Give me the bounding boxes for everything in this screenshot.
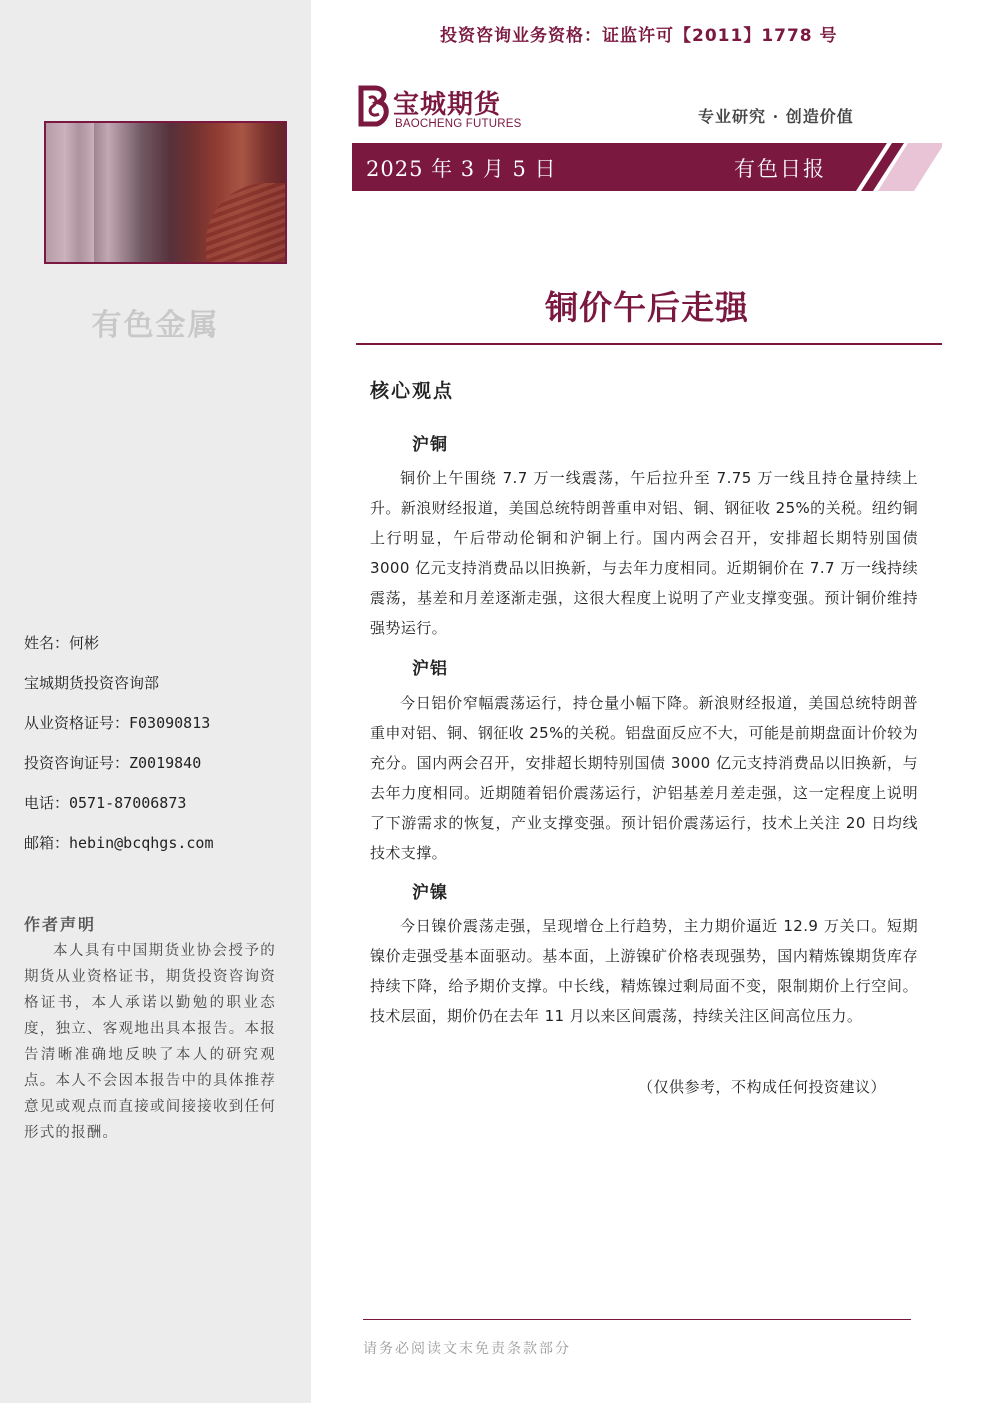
consulting-number: 投资咨询证号：Z0019840 [24, 754, 202, 772]
analyst-name: 姓名：何彬 [24, 634, 100, 652]
email-address[interactable]: 邮箱：hebin@bcqhgs.com [24, 834, 214, 852]
declaration-title: 作者声明 [24, 915, 97, 934]
qualification-number: 从业资格证号：F03090813 [24, 714, 211, 732]
section-body-nickel: 今日镍价震荡走强，呈现增仓上行趋势，主力期价逼近 12.9 万关口。短期镍价走强受基本面驱动。基本面，上游镍矿价格表现强势，国内精炼镍期货库存持续下降，给予期价支撑。中长线，精炼镍过剩局面不变，限制期价上行空间。技术层面，期价仍在去年 11 月以来区间震荡，持续关注区间高位压力。 [370, 917, 918, 1025]
license-info: 投资咨询业务资格：证监许可【2011】1778 号 [440, 26, 838, 46]
logo-chinese: 宝城期货 [393, 90, 502, 120]
footer-divider [363, 1319, 911, 1320]
section-body-aluminum: 今日铝价窄幅震荡运行，持仓量小幅下降。新浪财经报道，美国总统特朗普重申对铝、铜、钢征收 25%的关税。铝盘面反应不大，可能是前期盘面计价较为充分。国内两会召开，安排超长期特别国债 3000 亿元支持消费品以旧换新，与去年力度相同。近期随着铝价震荡运行，沪铝基差月差走强，这一定程度上说明了下游需求的恢复，产业支撑变强。预计铝价震荡运行，技术上关注 20 日均线技术支撑。 [370, 694, 918, 862]
logo-mark-icon [355, 84, 393, 130]
section-title-aluminum: 沪铝 [412, 659, 448, 679]
report-title: 铜价午后走强 [545, 288, 749, 327]
slogan: 专业研究 · 创造价值 [698, 107, 854, 126]
section-body-copper: 铜价上午围绕 7.7 万一线震荡，午后拉升至 7.75 万一线且持仓量持续上升。新浪财经报道，美国总统特朗普重申对铝、铜、钢征收 25%的关税。纽约铜上行明显，午后带动伦铜和沪铜上行。国内两会召开，安排超长期特别国债 3000 亿元支持消费品以旧换新，与去年力度相同。近期铜价在 7.7 万一线持续震荡，基差和月差逐渐走强，这很大程度上说明了产业支撑变强。预计铜价维持强势运行。 [370, 469, 918, 637]
footer-notice: 请务必阅读文末免责条款部分 [363, 1341, 571, 1357]
section-title-nickel: 沪镍 [412, 883, 448, 903]
section-title-copper: 沪铜 [412, 435, 448, 455]
disclaimer: （仅供参考，不构成任何投资建议） [638, 1078, 887, 1096]
report-date: 2025 年 3 月 5 日 [366, 157, 557, 181]
sector-label: 有色金属 [91, 308, 220, 343]
logo-english: BAOCHENG FUTURES [395, 118, 522, 130]
cover-image [44, 121, 287, 264]
company-logo [355, 84, 530, 134]
sidebar [0, 0, 311, 1403]
phone-number: 电话：0571-87006873 [24, 794, 187, 812]
department: 宝城期货投资咨询部 [24, 674, 160, 692]
declaration-body: 本人具有中国期货业协会授予的期货从业资格证书，期货投资咨询资格证书，本人承诺以勤勉的职业态度，独立、客观地出具本报告。本报告清晰准确地反映了本人的研究观点。本人不会因本报告中的具体推荐意见或观点而直接或间接接收到任何形式的报酬。 [24, 943, 276, 1141]
title-divider [356, 343, 942, 345]
report-banner [352, 143, 942, 191]
core-views-heading: 核心观点 [370, 380, 455, 402]
report-type: 有色日报 [734, 157, 826, 181]
